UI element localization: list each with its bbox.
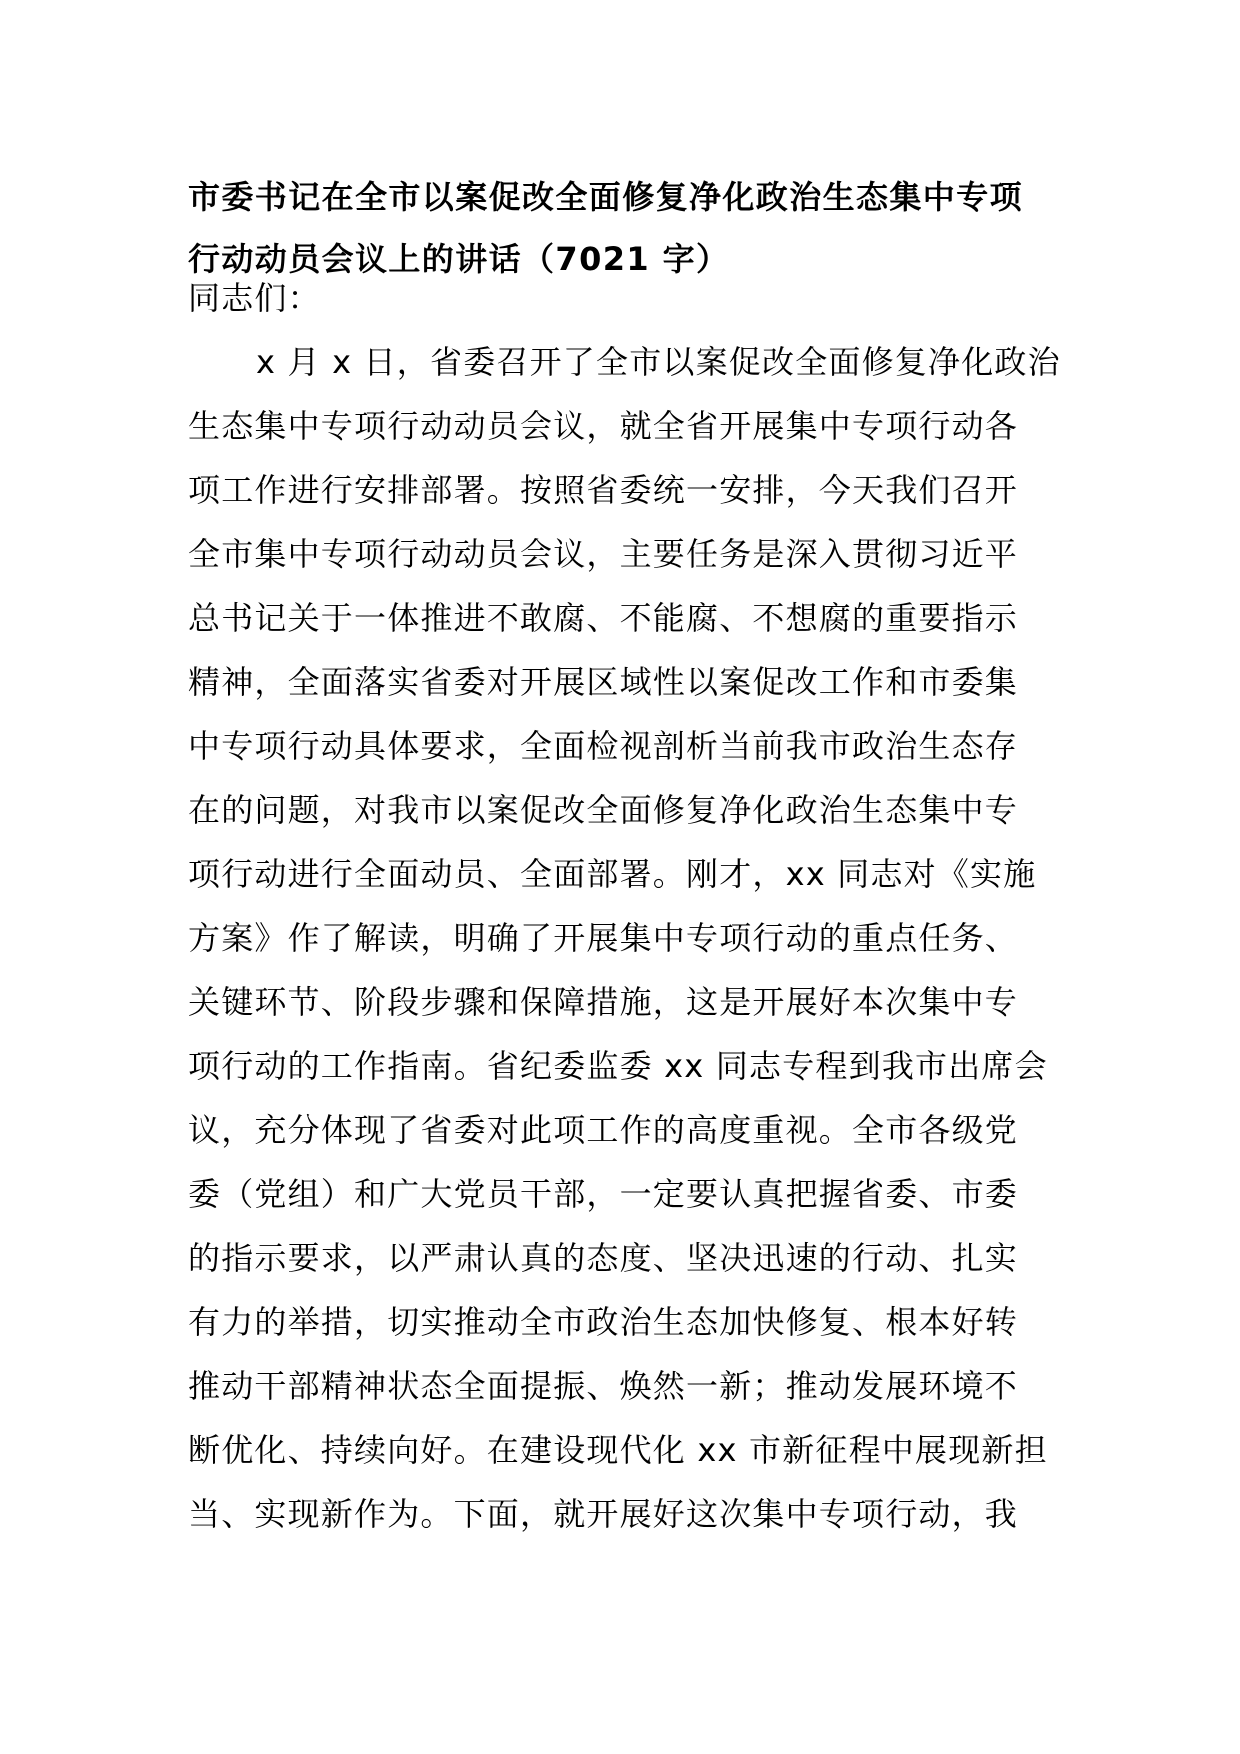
paragraph-line: 总书记关于一体推进不敢腐、不能腐、不想腐的重要指示 — [188, 599, 1019, 637]
paragraph-line: 生态集中专项行动动员会议，就全省开展集中专项行动各 — [188, 407, 1019, 445]
paragraph-line: 项工作进行安排部署。按照省委统一安排，今天我们召开 — [188, 471, 1019, 509]
paragraph-line: 精神，全面落实省委对开展区域性以案促改工作和市委集 — [188, 663, 1019, 701]
paragraph-line: 当、实现新作为。下面，就开展好这次集中专项行动，我 — [188, 1495, 1019, 1533]
paragraph-line: 委（党组）和广大党员干部，一定要认真把握省委、市委 — [188, 1175, 1019, 1213]
title-line-2: 行动动员会议上的讲话（7021 字） — [188, 240, 730, 278]
paragraph-line: 的指示要求，以严肃认真的态度、坚决迅速的行动、扎实 — [188, 1239, 1019, 1277]
title-line-1: 市委书记在全市以案促改全面修复净化政治生态集中专项 — [188, 178, 1024, 216]
paragraph-line: 推动干部精神状态全面提振、焕然一新；推动发展环境不 — [188, 1367, 1019, 1405]
paragraph-line: 中专项行动具体要求，全面检视剖析当前我市政治生态存 — [188, 727, 1019, 765]
paragraph-line: 全市集中专项行动动员会议，主要任务是深入贯彻习近平 — [188, 535, 1019, 573]
paragraph-line: 断优化、持续向好。在建设现代化 xx 市新征程中展现新担 — [188, 1431, 1048, 1469]
paragraph-line: 项行动进行全面动员、全面部署。刚才，xx 同志对《实施 — [188, 855, 1037, 893]
paragraph-line: 项行动的工作指南。省纪委监委 xx 同志专程到我市出席会 — [188, 1047, 1048, 1085]
document-body — [188, 266, 1068, 1546]
paragraph-line: 在的问题，对我市以案促改全面修复净化政治生态集中专 — [188, 791, 1019, 829]
salutation: 同志们： — [188, 279, 321, 317]
paragraph-line: 方案》作了解读，明确了开展集中专项行动的重点任务、 — [188, 919, 1019, 957]
paragraph-line: 关键环节、阶段步骤和保障措施，这是开展好本次集中专 — [188, 983, 1019, 1021]
paragraph-line: x 月 x 日，省委召开了全市以案促改全面修复净化政治 — [256, 343, 1061, 381]
paragraph-line: 有力的举措，切实推动全市政治生态加快修复、根本好转 — [188, 1303, 1019, 1341]
paragraph-line: 议，充分体现了省委对此项工作的高度重视。全市各级党 — [188, 1111, 1019, 1149]
